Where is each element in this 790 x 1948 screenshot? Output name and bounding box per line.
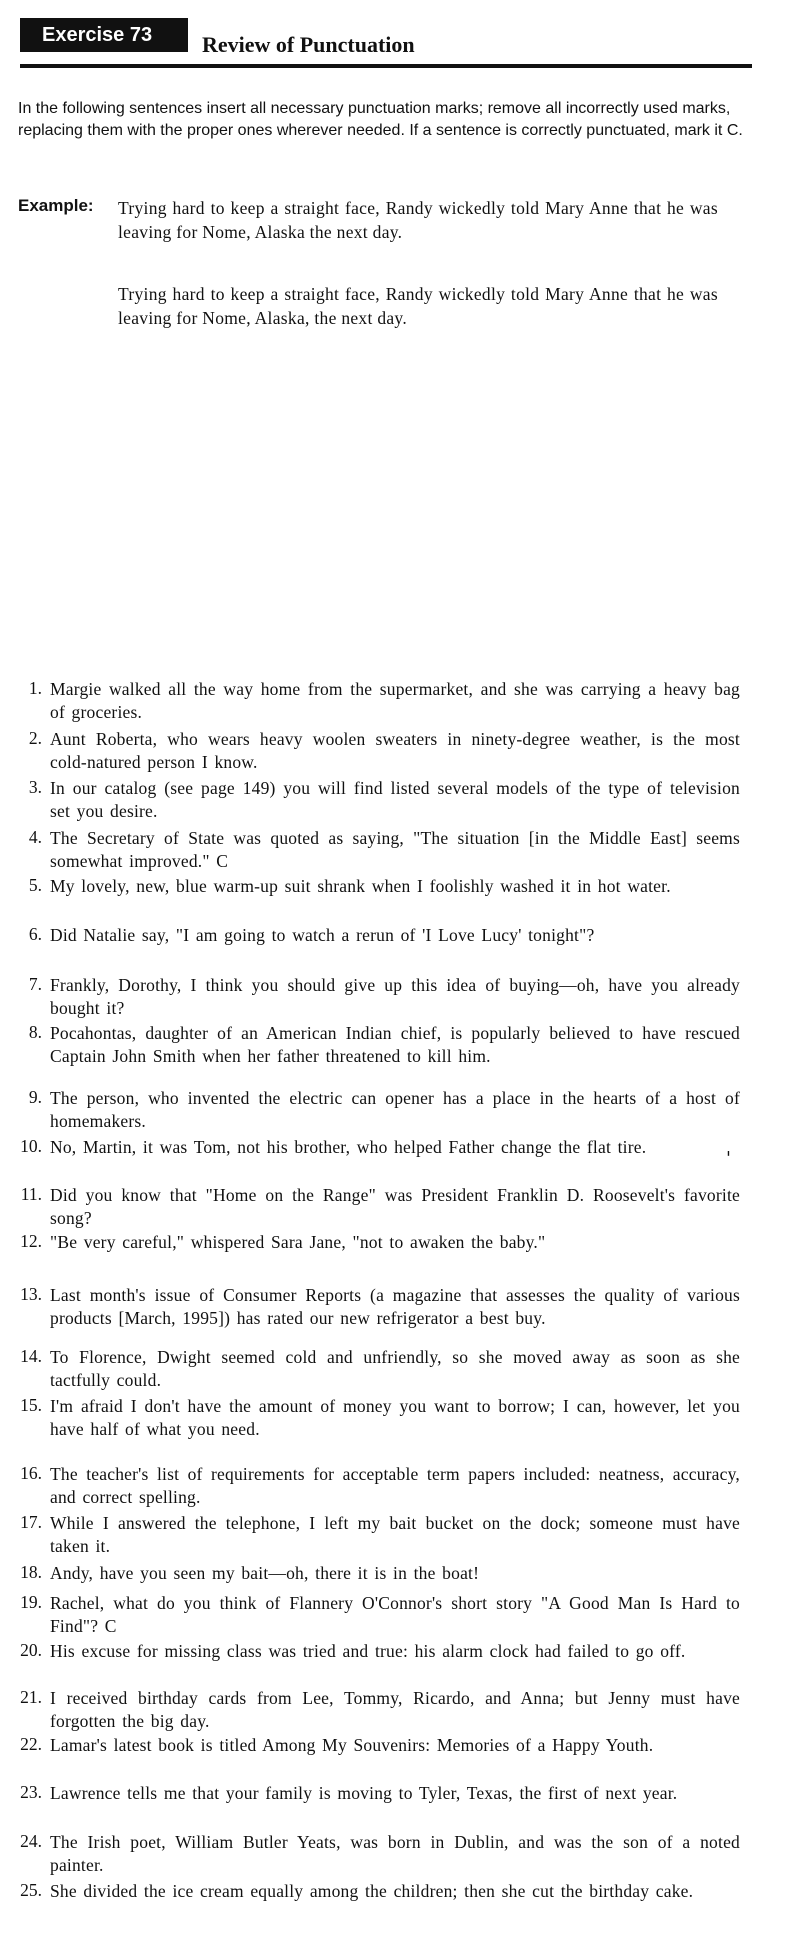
sentence-text: The person, who invented the electric can opener has a place in the hearts of a host of homemakers. <box>50 1088 740 1131</box>
sentence-number: 4. <box>28 827 42 847</box>
sentence-text: "Be very careful," whispered Sara Jane, "not to awaken the baby." <box>50 1232 546 1252</box>
sentence-number: 24. <box>20 1831 42 1851</box>
sentence-number: 22. <box>20 1734 42 1754</box>
sentence-text: My lovely, new, blue warm-up suit shrank when I foolishly washed it in hot water. <box>50 876 671 896</box>
sentence-number: 21. <box>20 1687 42 1707</box>
sentence-text: No, Martin, it was Tom, not his brother, who helped Father change the flat tire. <box>50 1137 647 1157</box>
sentence-number: 15. <box>20 1395 42 1415</box>
page-title: Review of Punctuation <box>202 32 415 57</box>
sentence-number: 12. <box>20 1231 42 1251</box>
sentence-number: 14. <box>20 1346 42 1366</box>
sentence-number: 5. <box>28 875 42 895</box>
sentence-number: 10. <box>20 1136 42 1156</box>
sentence-number: 11. <box>20 1184 42 1204</box>
sentence-text: Frankly, Dorothy, I think you should give up this idea of buying—oh, have you already bought it? <box>50 975 740 1018</box>
sentence-number: 2. <box>28 728 42 748</box>
sentence-text: Aunt Roberta, who wears heavy woolen sweaters in ninety-degree weather, is the most cold-natured person I know. <box>50 729 740 772</box>
sentence-number: 23. <box>20 1782 42 1802</box>
sentence-text: The Irish poet, William Butler Yeats, was born in Dublin, and was the son of a noted painter. <box>50 1832 740 1875</box>
sentence-number: 9. <box>28 1087 42 1107</box>
sentence-text: Andy, have you seen my bait—oh, there it is in the boat! <box>50 1563 480 1583</box>
exercise-number-badge: Exercise 73 <box>20 18 188 52</box>
sentence-text: I'm afraid I don't have the amount of money you want to borrow; I can, however, let you have half of what you need. <box>50 1396 740 1439</box>
sentence-text: Last month's issue of Consumer Reports (a magazine that assesses the quality of various products [March, 1995]) has rated our new refrigerator a best buy. <box>50 1285 740 1328</box>
sentence-text: I received birthday cards from Lee, Tommy, Ricardo, and Anna; but Jenny must have forgotten the big day. <box>50 1688 740 1731</box>
margin-mark: ' <box>726 1148 731 1169</box>
sentence-number: 3. <box>28 777 42 797</box>
sentence-text: The Secretary of State was quoted as saying, "The situation [in the Middle East] seems somewhat improved." C <box>50 828 740 871</box>
sentence-number: 19. <box>20 1592 42 1612</box>
sentence-text: She divided the ice cream equally among the children; then she cut the birthday cake. <box>50 1881 694 1901</box>
sentence-text: Rachel, what do you think of Flannery O'Connor's short story "A Good Man Is Hard to Find"? C <box>50 1593 740 1636</box>
sentence-text: The teacher's list of requirements for acceptable term papers included: neatness, accuracy, and correct spelling. <box>50 1464 740 1507</box>
sentence-text: Did Natalie say, "I am going to watch a rerun of 'I Love Lucy' tonight"? <box>50 925 595 945</box>
instructions: In the following sentences insert all necessary punctuation marks; remove all incorrectly used marks, replacing them with the proper ones wherever needed. If a sentence is correctly punctuated, mark it C. <box>18 100 743 139</box>
sentence-text: To Florence, Dwight seemed cold and unfriendly, so she moved away as soon as she tactfully could. <box>50 1347 740 1390</box>
sentence-text: Pocahontas, daughter of an American Indian chief, is popularly believed to have rescued Captain John Smith when her father threatened to kill him. <box>50 1023 740 1066</box>
sentence-number: 13. <box>20 1284 42 1304</box>
header-rule <box>20 64 752 68</box>
sentence-number: 25. <box>20 1880 42 1900</box>
sentence-number: 8. <box>28 1022 42 1042</box>
example-corrected: Trying hard to keep a straight face, Randy wickedly told Mary Anne that he was leaving for Nome, Alaska, the next day. <box>118 284 718 328</box>
sentence-number: 16. <box>20 1463 42 1483</box>
sentence-text: Margie walked all the way home from the supermarket, and she was carrying a heavy bag of groceries. <box>50 679 740 722</box>
sentence-text: In our catalog (see page 149) you will find listed several models of the type of television set you desire. <box>50 778 740 821</box>
sentence-number: 1. <box>28 678 42 698</box>
sentence-text: Lawrence tells me that your family is moving to Tyler, Texas, the first of next year. <box>50 1783 678 1803</box>
sentence-text: While I answered the telephone, I left my bait bucket on the dock; someone must have taken it. <box>50 1513 740 1556</box>
sentence-text: His excuse for missing class was tried and true: his alarm clock had failed to go off. <box>50 1641 686 1661</box>
example-original: Trying hard to keep a straight face, Randy wickedly told Mary Anne that he was leaving for Nome, Alaska the next day. <box>118 198 718 242</box>
sentence-number: 20. <box>20 1640 42 1660</box>
sentence-number: 18. <box>20 1562 42 1582</box>
sentence-text: Did you know that "Home on the Range" was President Franklin D. Roosevelt's favorite song? <box>50 1185 740 1228</box>
sentence-text: Lamar's latest book is titled Among My Souvenirs: Memories of a Happy Youth. <box>50 1735 654 1755</box>
exercise-header <box>20 18 752 66</box>
example-label: Example: <box>18 196 94 215</box>
sentence-number: 6. <box>28 924 42 944</box>
sentence-number: 7. <box>28 974 42 994</box>
sentence-number: 17. <box>20 1512 42 1532</box>
